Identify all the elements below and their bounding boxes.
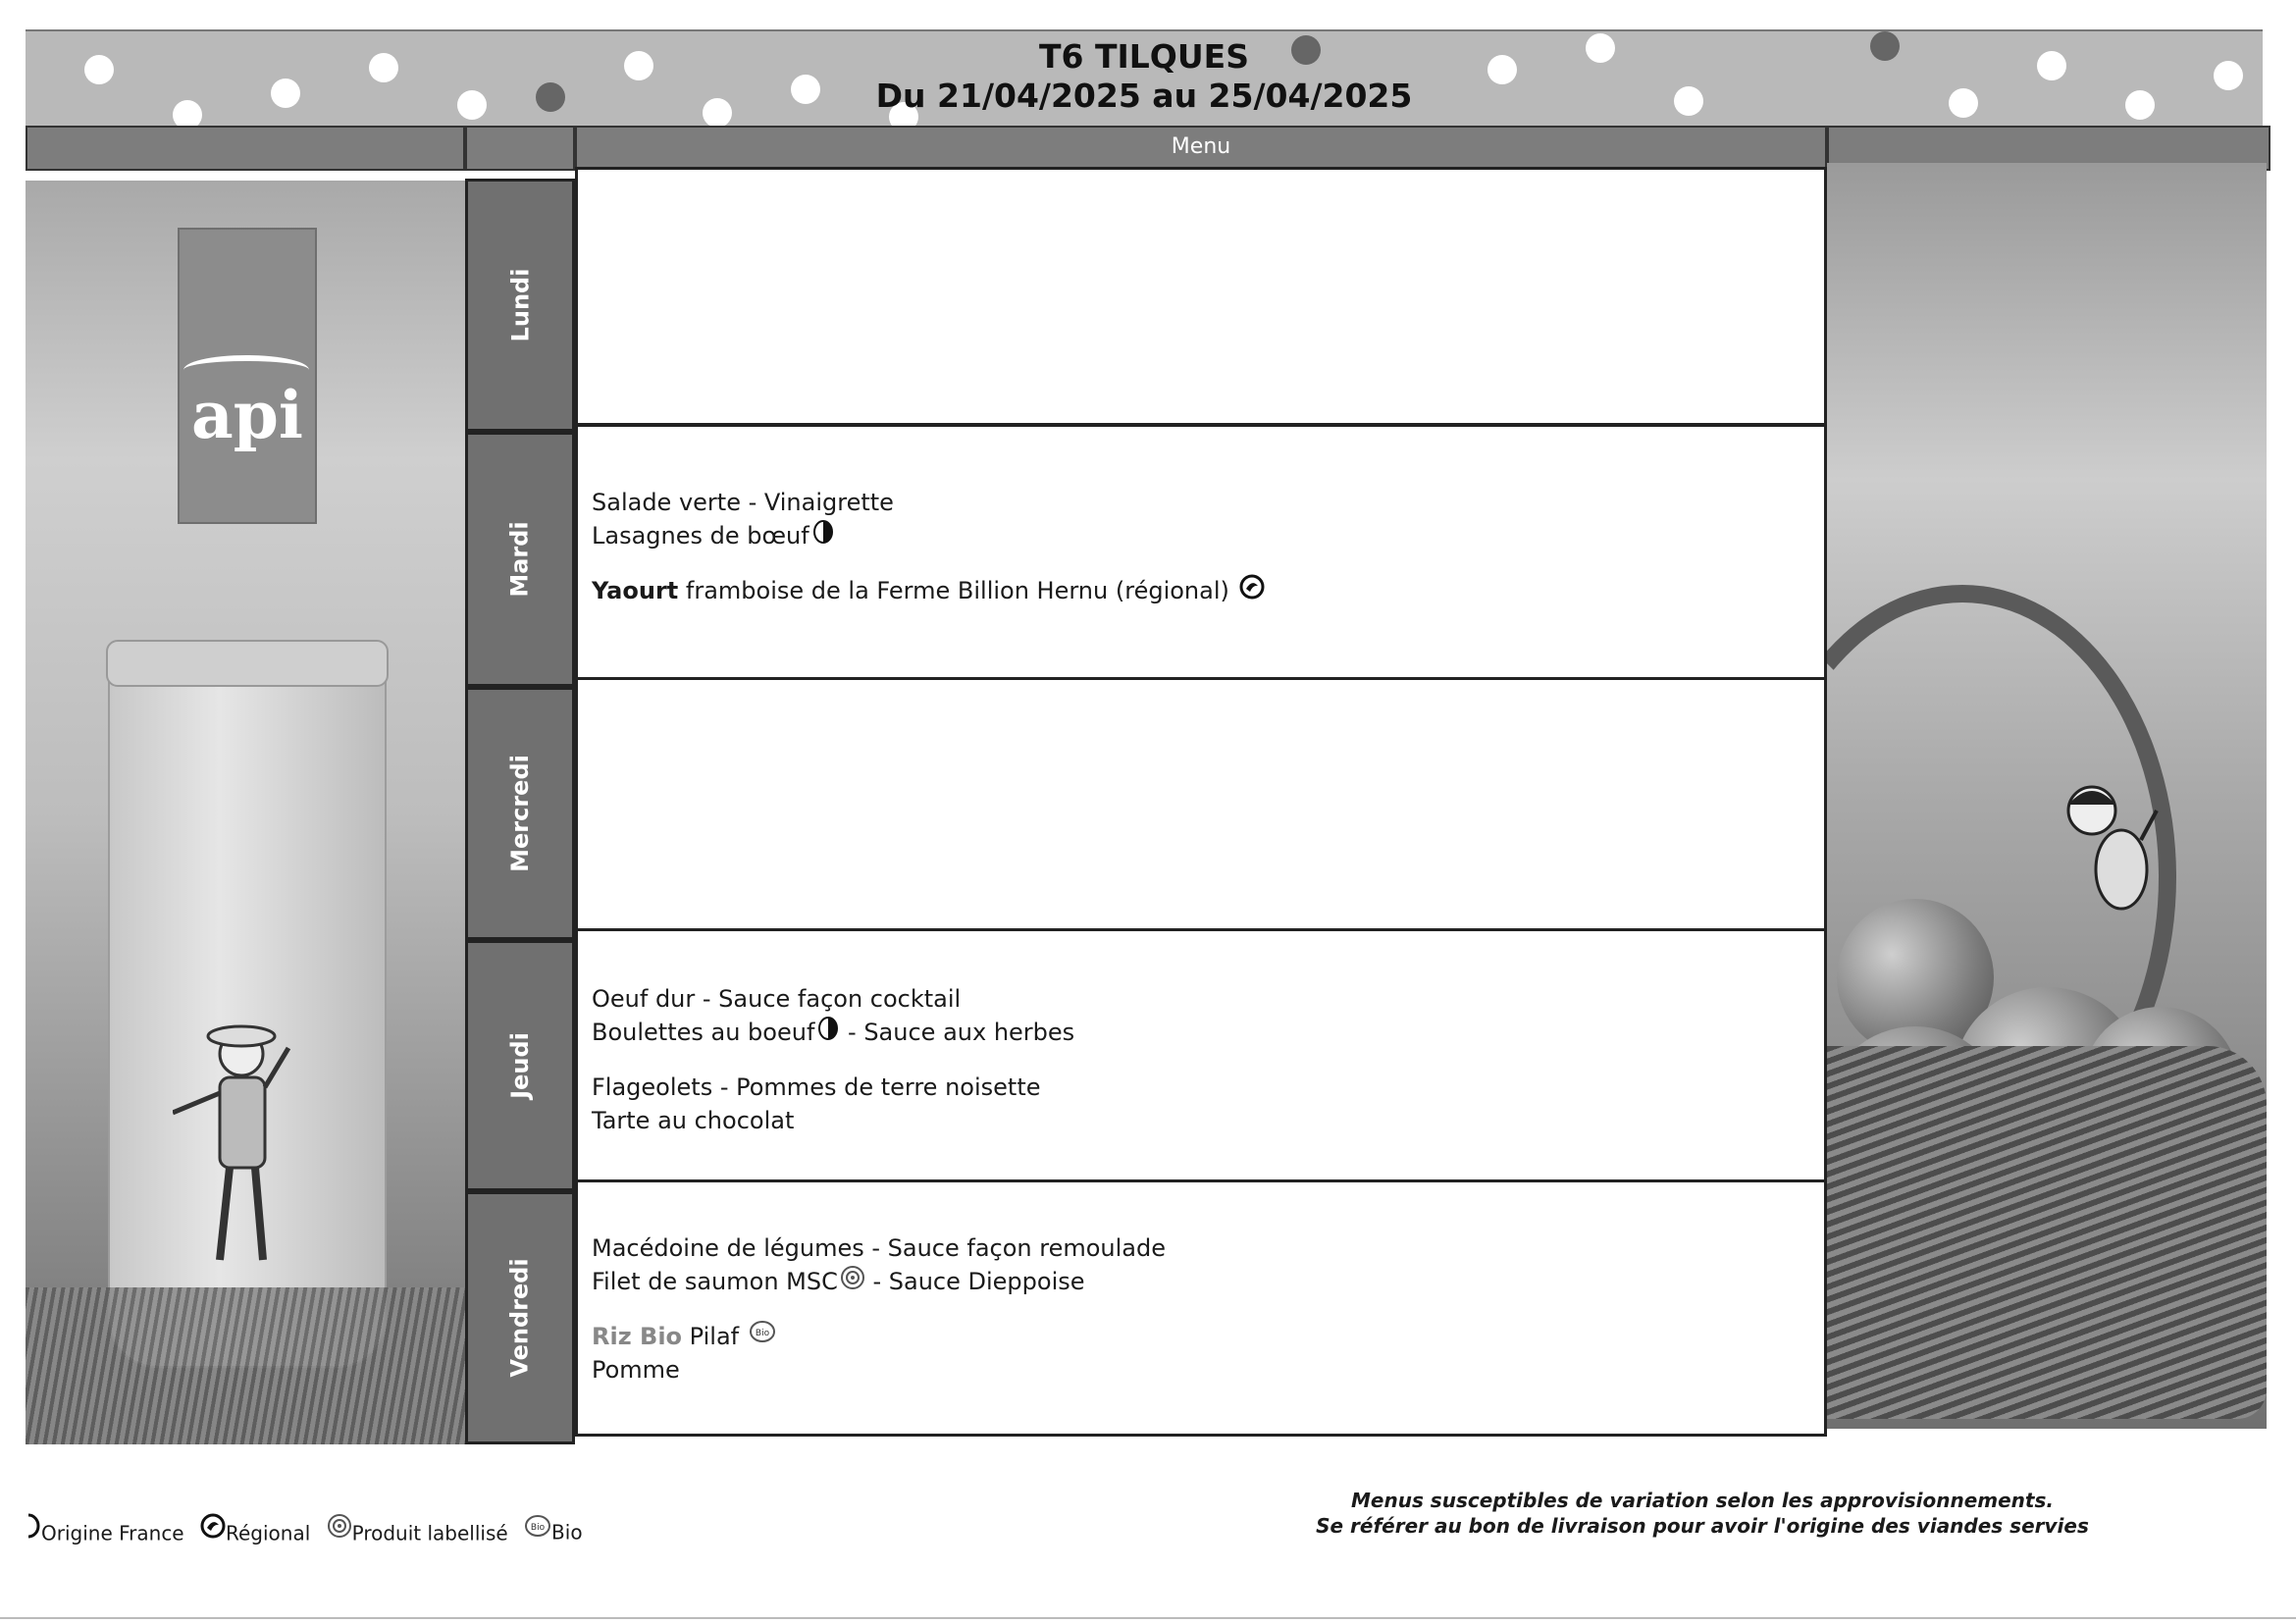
menu-item: Flageolets - Pommes de terre noisette [592,1073,1041,1101]
legend-regional: Régional [200,1520,310,1544]
menu-item: Macédoine de légumes - Sauce façon remoulade [592,1234,1167,1262]
day-cell-jeudi [465,940,575,1191]
gardener-illustration [173,1015,310,1280]
right-decorative-image [1827,163,2267,1429]
basket-illustration [1827,1046,2267,1419]
bio-icon [749,1320,776,1343]
menu-cell-mardi [575,424,1827,685]
api-logo: api [178,228,317,524]
child-illustration [2053,771,2161,918]
legend-bio: Bio Bio [524,1519,583,1543]
page-bottom-rule [0,1617,2296,1619]
bio-icon [524,1514,551,1538]
supply-disclaimer: Menus susceptibles de variation selon les approvisionnements. Se référer au bon de livraison pour avoir l'origine des viandes servies [1316,1489,2089,1538]
regional-icon [200,1513,226,1539]
day-header-strip [465,126,575,171]
day-cell-mardi [465,432,575,687]
menu-item: Tarte au chocolat [592,1107,795,1134]
day-label-mercredi: Mercredi [506,755,534,872]
svg-text:Bio: Bio [530,1523,546,1533]
left-decorative-image [26,181,465,1444]
menu-item: Yaourt framboise de la Ferme Billion Hernu (régional) [592,574,1824,607]
day-cell-vendredi [465,1191,575,1444]
day-label-jeudi: Jeudi [505,1032,534,1099]
menu-column-header: Menu [1171,134,1231,159]
header-banner [26,29,2263,141]
left-header-strip [26,126,465,171]
menu-date-range: Du 21/04/2025 au 25/04/2025 [875,77,1413,115]
menu-cell-mercredi [575,677,1827,936]
regional-icon [1239,574,1265,600]
menu-item: Oeuf dur - Sauce façon cocktail [592,985,962,1013]
legend-origine-france: Origine France [26,1520,184,1544]
legend-labellise: Produit labellisé [327,1520,508,1544]
legend [26,1513,593,1545]
day-label-mardi: Mardi [505,521,534,598]
day-cell-lundi [465,179,575,432]
menu-item: Riz Bio Pilaf Bio [592,1320,1824,1353]
menu-cell-jeudi [575,928,1827,1187]
origine-france-icon [811,519,835,545]
menu-item: Lasagnes de bœuf [592,519,1824,552]
menu-item: Filet de saumon MSC - Sauce Dieppoise [592,1265,1824,1298]
day-cell-mercredi [465,687,575,940]
origine-france-icon [26,1513,41,1539]
day-label-lundi: Lundi [506,268,534,342]
menu-item: Salade verte - Vinaigrette [592,489,894,516]
label-icon [840,1265,865,1290]
menu-cell-lundi [575,167,1827,426]
label-icon [327,1513,352,1539]
svg-text:Bio: Bio [755,1329,769,1338]
menu-item: Boulettes au boeuf - Sauce aux herbes [592,1016,1824,1049]
menu-item: Pomme [592,1356,680,1384]
menu-cell-vendredi [575,1179,1827,1437]
origine-france-icon [816,1016,840,1041]
day-label-vendredi: Vendredi [506,1258,535,1378]
menu-title: T6 TILQUES [1039,37,1249,76]
